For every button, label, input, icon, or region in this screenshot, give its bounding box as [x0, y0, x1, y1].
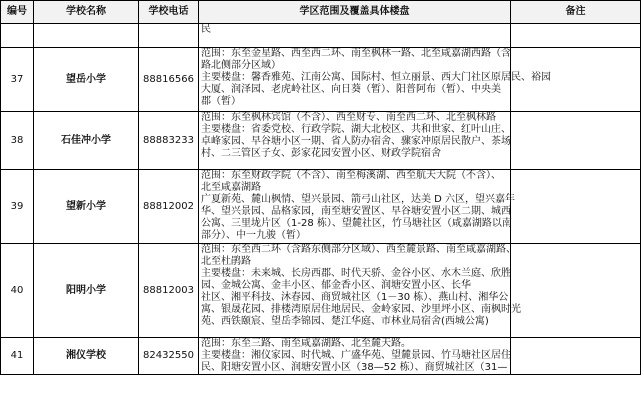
scope-line: 北至咸嘉湖路	[201, 182, 261, 193]
fragment-note	[511, 24, 641, 48]
table-row	[1, 112, 641, 170]
row-school-name: 望新小学	[34, 170, 139, 244]
scope-line: 华、望兴景园、品格家园，南至塘安置区、早谷塘安置小区二期、城西	[201, 206, 511, 217]
row-school-name: 湘仪学校	[34, 338, 139, 375]
row-school-name: 阳明小学	[34, 244, 139, 338]
scope-line: 主要楼盘：省委党校、行政学院、湖大北校区、共和世家、红叶山庄、	[201, 124, 511, 135]
scope-line: 郡（暂）	[201, 96, 241, 107]
row-scope	[199, 112, 511, 170]
scope-line: 范围：东至财政学院（不含）、南至梅溪湖、西至航天大院（不含）、	[201, 170, 501, 181]
table-row	[1, 170, 641, 244]
scope-line: 公寓、三里垅片区（1-28 栋）、望麓社区，竹马塘社区（咸嘉湖路以南	[201, 218, 512, 229]
row-note	[511, 338, 641, 375]
fragment-num	[1, 24, 34, 48]
table-row	[1, 338, 641, 375]
row-note	[511, 112, 641, 170]
scope-line: 广夏新苑、麓山枫情、望兴景园、箭弓山社区，达美 D 六区，望兴嘉年	[201, 194, 516, 205]
scope-line: 苑、西铁颐宸、望岳李锦园、楚江华庭、市林业局宿舍(西城公寓)	[201, 316, 489, 327]
scope-line: 村、二三管区子女、彭家花园安置小区、财政学院宿舍	[201, 148, 441, 159]
fragment-name	[34, 24, 139, 48]
scope-line: 寓、银晟花园、排楼湾原居住地居民、金岭家园、沙里坪小区、南枫时光	[201, 304, 521, 315]
header-name: 学校名称	[34, 1, 139, 24]
fragment-scope: 民	[199, 24, 511, 48]
header-note: 备注	[511, 1, 641, 24]
scope-line: 范围：东至金星路、西至西二环、南至枫林一路、北至咸嘉湖西路（含	[201, 48, 511, 59]
row-num: 41	[1, 338, 34, 375]
scope-line: 北至杜鹃路	[201, 256, 251, 267]
scope-line: 民、阳塘安置小区、润塘安置小区（38—52 栋）、商贸城社区（31—	[201, 362, 508, 373]
fragment-row	[1, 24, 641, 48]
row-num: 37	[1, 48, 34, 112]
row-note	[511, 244, 641, 338]
scope-line: 卓峰家园、早谷塘小区一期、省人防办宿舍、骤家冲原居民散户、茶场	[201, 136, 511, 147]
table-row	[1, 48, 641, 112]
row-phone: 88816566	[139, 48, 199, 112]
row-scope	[199, 244, 521, 338]
row-school-name: 望岳小学	[34, 48, 139, 112]
header-num: 编号	[1, 1, 34, 24]
row-note	[511, 170, 641, 244]
row-scope	[199, 48, 551, 112]
fragment-phone	[139, 24, 199, 48]
scope-line: 大厦、润泽园、老虎岭社区、向日葵（暂）、阳普阿布（暂）、中央美	[201, 84, 501, 95]
scope-line: 路北侧部分区域）	[201, 60, 281, 71]
scope-line: 范围：东至枫林宾馆（不含）、西至财专、南至西二环、北至枫林路	[201, 112, 496, 123]
header-phone: 学校电话	[139, 1, 199, 24]
row-phone: 82432550	[139, 338, 199, 375]
scope-line: 部分）、中一九骏（暂）	[201, 230, 306, 241]
row-scope	[199, 170, 516, 244]
scope-line: 范围：东至三路、南至咸嘉湖路、北至麓天路。	[201, 338, 411, 349]
row-school-name: 石佳冲小学	[34, 112, 139, 170]
header-row	[1, 1, 641, 24]
scope-line: 社区、湘平科技、沐春园、商贸城社区（1－30 栋）、燕山村、湘华公	[201, 292, 509, 303]
scope-line: 主要楼盘：未来城、长房西郡、时代天骄、金谷小区、水木兰庭、欣胜	[201, 268, 511, 279]
scope-line: 主要楼盘：馨香雅苑、江南公寓、国际村、恒立丽景、西大门社区原居民、裕园	[201, 72, 551, 83]
row-num: 40	[1, 244, 34, 338]
row-phone: 88812003	[139, 244, 199, 338]
rows-body	[1, 48, 641, 375]
scope-line: 园、金城公寓、金丰小区、郁金香小区、润塘安置小区、长华	[201, 280, 471, 291]
header-scope: 学区范围及覆盖具体楼盘	[199, 1, 511, 24]
scope-line: 范围：东至西二环（含路东侧部分区域）、西至麓景路、南至咸嘉湖路、	[201, 244, 516, 255]
row-scope	[199, 338, 511, 375]
table-row	[1, 244, 641, 338]
scope-line: 主要楼盘：湘仪家园、时代城、广盛华苑、望麓景园、竹马塘社区居住	[201, 350, 511, 361]
row-phone: 88812002	[139, 170, 199, 244]
row-num: 39	[1, 170, 34, 244]
row-num: 38	[1, 112, 34, 170]
row-phone: 88883233	[139, 112, 199, 170]
